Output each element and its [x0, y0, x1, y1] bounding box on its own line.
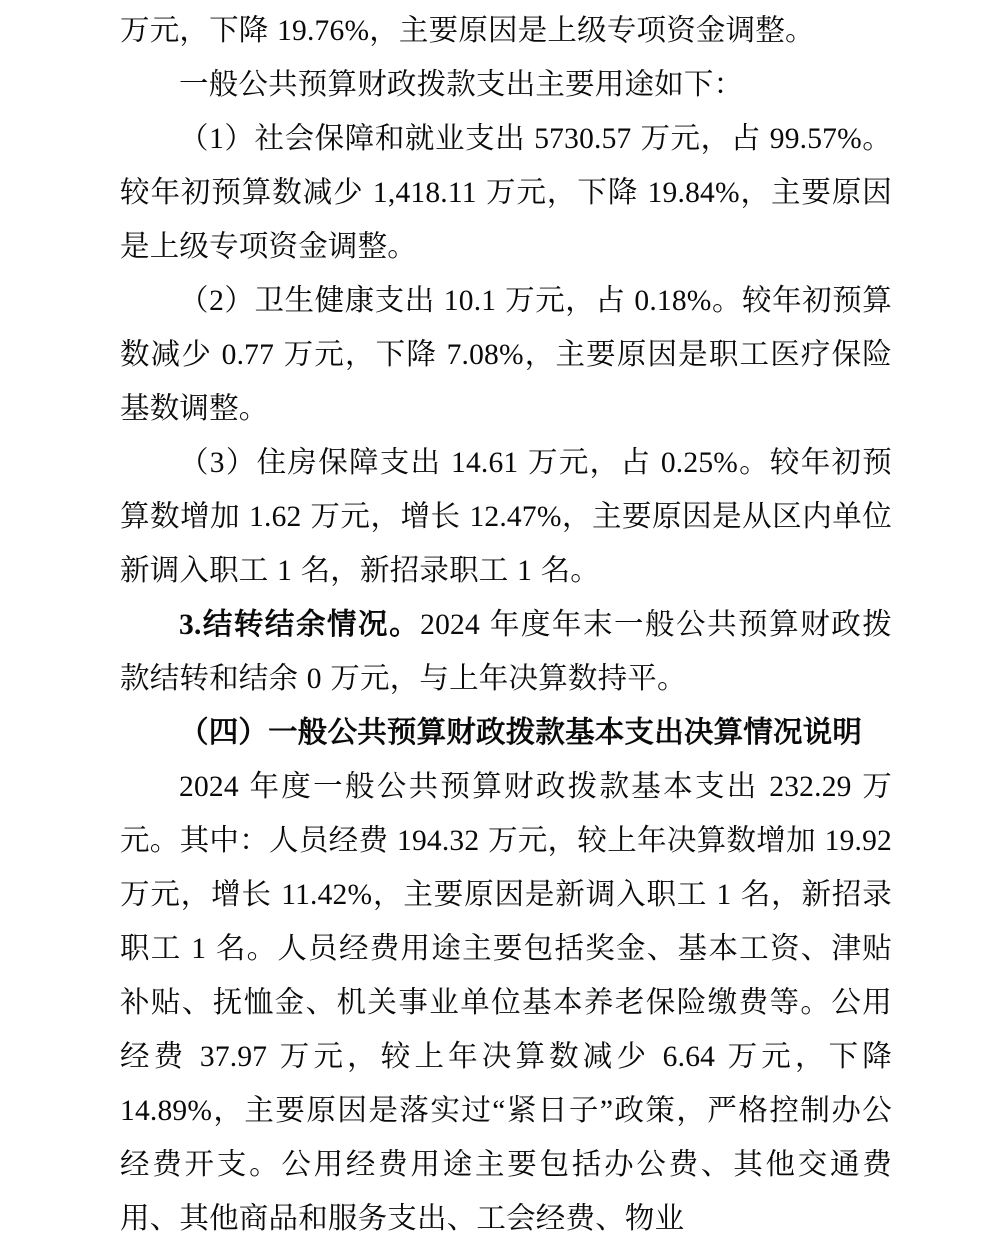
paragraph-heading-four: （四）一般公共预算财政拨款基本支出决算情况说明: [179, 717, 863, 749]
paragraph-carryover: [120, 598, 892, 706]
carryover-text: 2024 年度年末一般公共预算财政拨款结转和结余 0 万元，与上年决算数持平。: [120, 609, 892, 695]
paragraph-item-1: （1）社会保障和就业支出 5730.57 万元，占 99.57%。较年初预算数减少 1,418.11 万元，下降 19.84%，主要原因是上级专项资金调整。: [120, 123, 892, 263]
paragraph-basic-expenditure: 2024 年度一般公共预算财政拨款基本支出 232.29 万元。其中：人员经费 194.32 万元，较上年决算数增加 19.92 万元，增长 11.42%，主要原因是新调入职工 1 名，新招录职工 1 名。人员经费用途主要包括奖金、基本工资、津贴补贴、抚恤金、机关事业单位基本养老保险缴费等。公用经费 37.97 万元，较上年决算数减少 6.64 万元，下降 14.89%，主要原因是落实过“紧日子”政策，严格控制办公经费开支。公用经费用途主要包括办公费、其他交通费用、其他商品和服务支出、工会经费、物业: [120, 771, 892, 1235]
document-body: [120, 0, 892, 1246]
carryover-bold-lead: 3.结转结余情况。: [179, 609, 421, 641]
paragraph-continuation: 万元，下降 19.76%，主要原因是上级专项资金调整。: [120, 15, 815, 47]
paragraph-item-3: （3）住房保障支出 14.61 万元，占 0.25%。较年初预算数增加 1.62 万元，增长 12.47%，主要原因是从区内单位新调入职工 1 名，新招录职工 1 名。: [120, 447, 892, 587]
paragraph-item-2: （2）卫生健康支出 10.1 万元，占 0.18%。较年初预算数减少 0.77 万元，下降 7.08%，主要原因是职工医疗保险基数调整。: [120, 285, 892, 425]
paragraph-intro-uses: 一般公共预算财政拨款支出主要用途如下：: [179, 69, 744, 101]
